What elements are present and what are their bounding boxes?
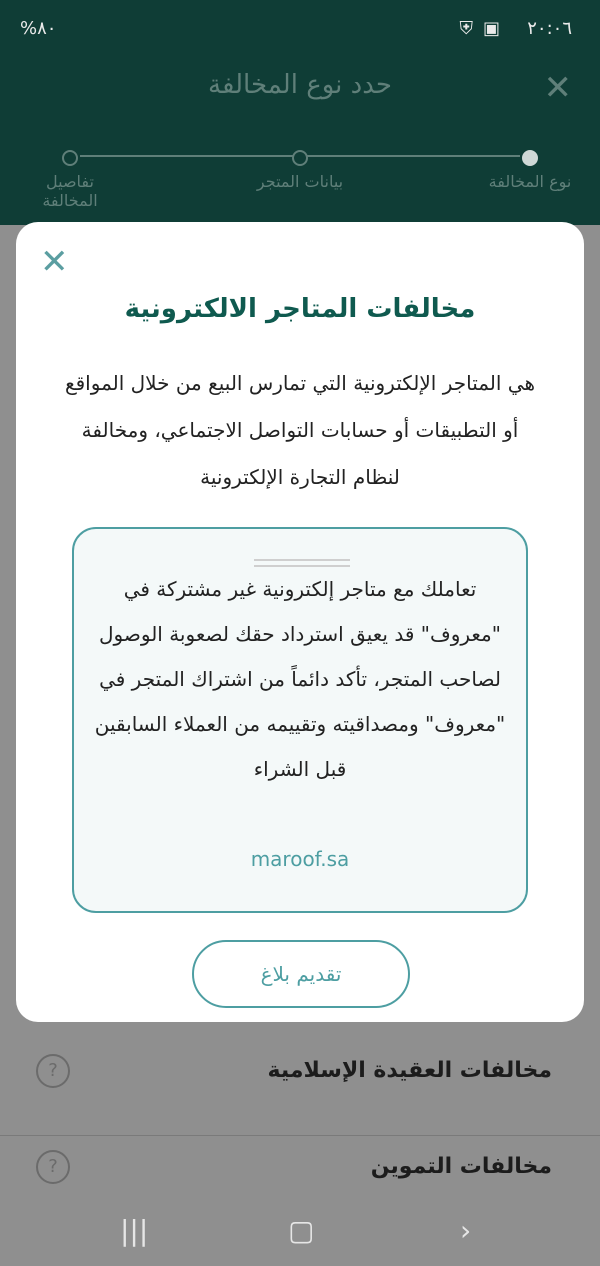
system-navbar	[0, 1196, 600, 1266]
step-label: تفاصيل المخالفة	[42, 172, 98, 210]
step-dot	[292, 150, 308, 166]
step-dot	[62, 150, 78, 166]
step-details	[20, 150, 120, 210]
app-header	[0, 0, 600, 225]
shield-icon: ⛨	[459, 18, 473, 39]
step-label: نوع المخالفة	[488, 172, 572, 191]
question-icon[interactable]: ?	[36, 1150, 70, 1184]
step-label: بيانات المتجر	[256, 172, 344, 191]
info-modal	[16, 222, 584, 1022]
back-icon[interactable]: ›	[460, 1214, 472, 1247]
image-icon: ▣	[482, 18, 500, 39]
battery-indicator: %٨٠	[20, 18, 57, 39]
status-bar	[0, 0, 600, 60]
home-icon[interactable]: ▢	[288, 1214, 315, 1247]
recent-apps-icon[interactable]: |||	[120, 1214, 149, 1247]
step-store	[250, 150, 350, 191]
close-icon[interactable]: ✕	[40, 242, 69, 282]
close-icon[interactable]: ✕	[543, 68, 572, 108]
page-title: حدد نوع المخالفة	[208, 70, 392, 100]
notice-box	[72, 527, 528, 913]
step-type	[480, 150, 580, 191]
question-icon[interactable]: ?	[36, 1054, 70, 1088]
clock: ٢٠:٠٦	[527, 18, 572, 39]
maroof-link[interactable]: maroof.sa	[250, 847, 350, 871]
modal-description: هي المتاجر الإلكترونية التي تمارس البيع من خلال المواقع أو التطبيقات أو حسابات التواصل الاجتماعي، ومخالفة لنظام التجارة الإلكترونية	[64, 371, 536, 489]
drag-handle	[254, 559, 350, 567]
modal-title: مخالفات المتاجر الالكترونية	[124, 294, 476, 324]
list-item[interactable]	[0, 1040, 600, 1136]
notice-text: تعاملك مع متاجر إلكترونية غير مشتركة في "معروف" قد يعيق استرداد حقك لصعوبة الوصول لصاحب المتجر، تأكد دائماً من اشتراك المتجر في "معروف" ومصداقيته وتقييمه من العملاء السابقين قبل الشراء	[94, 577, 506, 781]
progress-stepper	[42, 150, 572, 220]
list-item-label: مخالفات التموين	[370, 1154, 552, 1179]
list-item-label: مخالفات العقيدة الإسلامية	[267, 1058, 552, 1083]
submit-report-button[interactable]: تقديم بلاغ	[192, 940, 410, 1008]
step-dot	[522, 150, 538, 166]
